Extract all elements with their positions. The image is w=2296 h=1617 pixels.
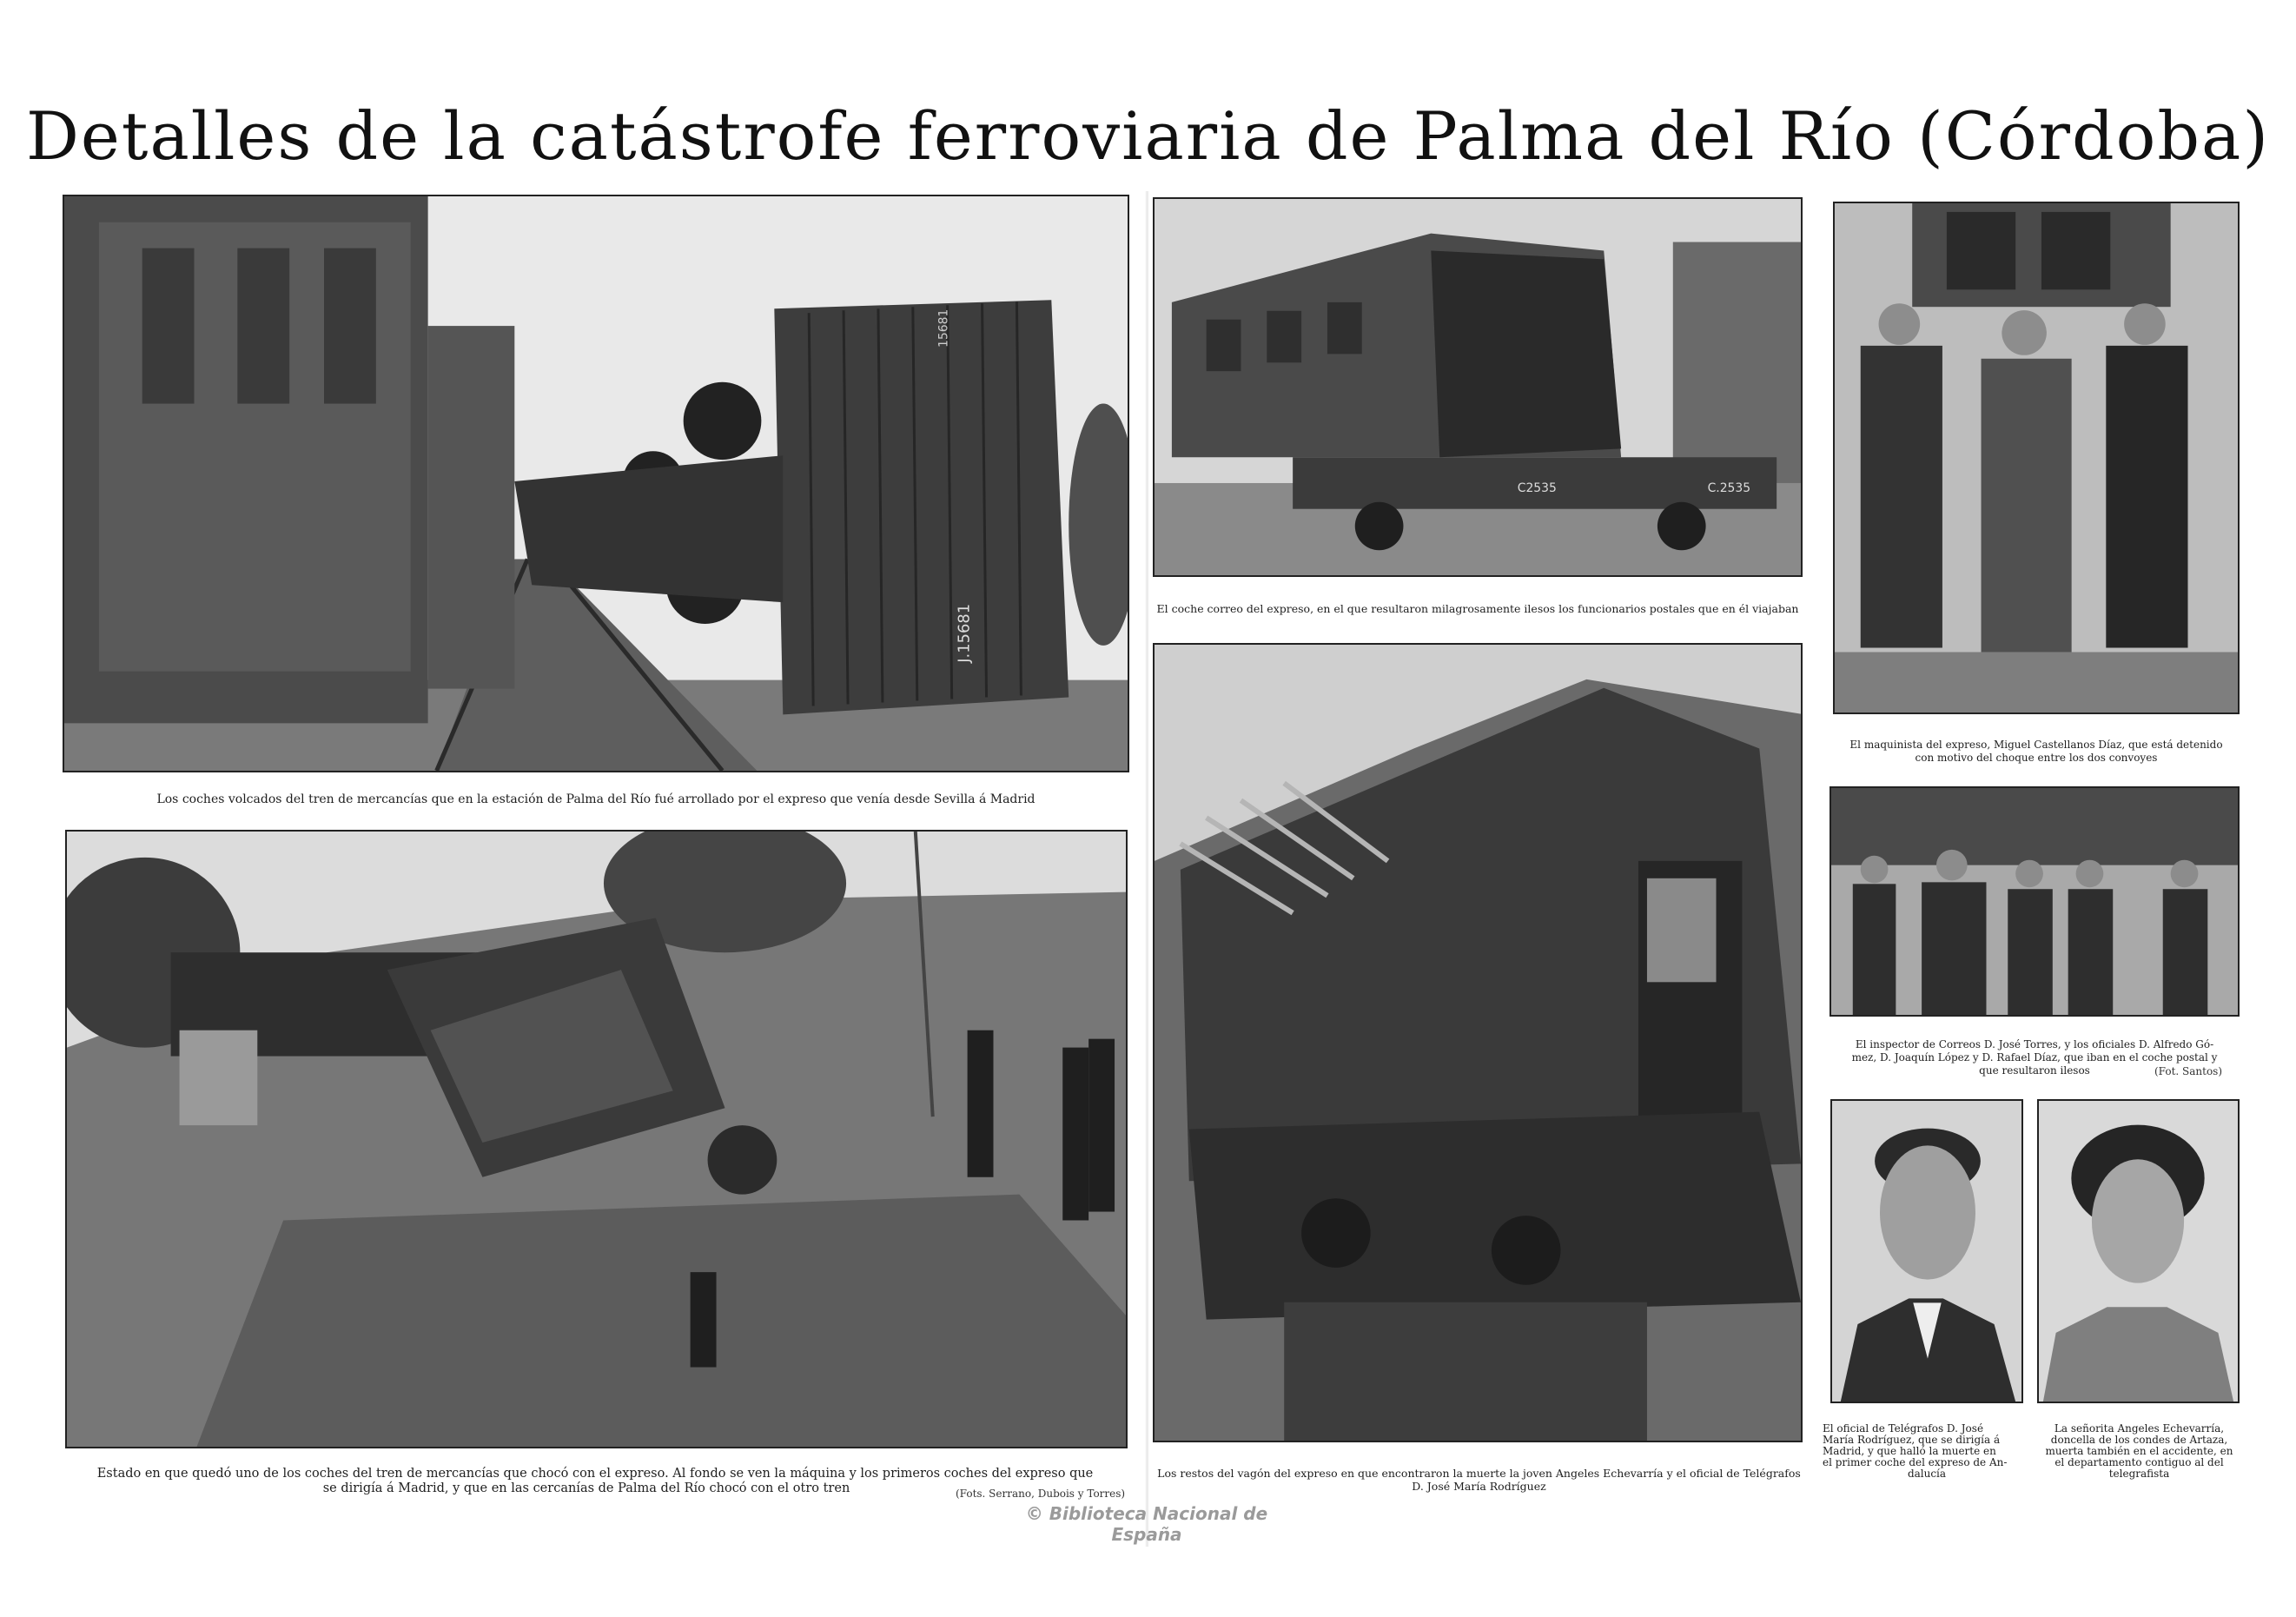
caption-overturned-freight-cars: Los coches volcados del tren de mercancías que en la estación de Palma del Río fué arrollado por el expreso que venía desde Sevilla á Madrid xyxy=(156,792,1036,806)
photo-overturned-freight-cars xyxy=(63,195,1129,772)
caption-destroyed-express-car-line2: D. José María Rodríguez xyxy=(1412,1480,1546,1493)
caption-telegraph-officer-line2: María Rodríguez, que se dirigía á xyxy=(1823,1434,2001,1446)
page-title: Detalles de la catástrofe ferroviaria de Palma del Río (Córdoba) xyxy=(26,97,2270,175)
train-driver-image xyxy=(1835,203,2238,712)
caption-angeles-line3: muerta también en el accidente, en xyxy=(2045,1445,2233,1457)
flatbed-marking-left: C2535 xyxy=(1517,480,1557,495)
caption-postal-officials-line2: mez, D. Joaquín López y D. Rafael Díaz, que iban en el coche postal y xyxy=(1851,1051,2218,1064)
caption-train-driver-line2: con motivo del choque entre los dos convoyes xyxy=(1915,752,2158,764)
caption-telegraph-officer-line4: el primer coche del expreso de An- xyxy=(1823,1456,2008,1468)
wrecked-freight-car-image xyxy=(67,832,1126,1447)
caption-angeles-line4: el departamento contiguo al del xyxy=(2054,1456,2224,1468)
caption-postal-officials-line1: El inspector de Correos D. José Torres, y los oficiales D. Alfredo Gó- xyxy=(1855,1038,2214,1050)
photo-mail-car-on-flatbed xyxy=(1153,197,1803,577)
mail-car-image xyxy=(1155,199,1801,575)
caption-wrecked-freight-car-line1: Estado en que quedó uno de los coches del tren de mercancías que chocó con el expreso. Al fondo se ven la máquina y los primeros coches del expreso que xyxy=(96,1467,1094,1481)
caption-telegraph-officer-line5: dalucía xyxy=(1907,1468,1947,1480)
photo-destroyed-express-car xyxy=(1153,643,1803,1442)
photo-train-driver xyxy=(1833,202,2240,714)
caption-mail-car: El coche correo del expreso, en el que resultaron milagrosamente ilesos los funcionarios postales que en él viajaban xyxy=(1156,602,1799,615)
caption-destroyed-express-car-line1: Los restos del vagón del expreso en que encontraron la muerte la joven Angeles Echevarría y el oficial de Telégrafos xyxy=(1157,1467,1801,1480)
page-spine-divider xyxy=(1145,191,1149,1547)
caption-postal-officials-line3: que resultaron ilesos xyxy=(1979,1064,2090,1077)
overturned-freight-cars-image xyxy=(64,196,1128,771)
photo-telegraph-officer xyxy=(1830,1099,2023,1403)
wagon-marking-top: 15681 xyxy=(936,308,951,348)
postal-officials-image xyxy=(1831,788,2238,1015)
caption-telegraph-officer-line1: El oficial de Telégrafos D. José xyxy=(1823,1422,1984,1435)
bne-watermark: © Biblioteca Nacional de España xyxy=(1025,1503,1268,1545)
photo-postal-officials xyxy=(1830,786,2240,1017)
caption-angeles-line2: doncella de los condes de Artaza, xyxy=(2050,1434,2228,1446)
destroyed-express-car-image xyxy=(1155,645,1801,1441)
caption-telegraph-officer-line3: Madrid, y que halló la muerte en xyxy=(1823,1445,1996,1457)
caption-angeles-line1: La señorita Angeles Echevarría, xyxy=(2054,1422,2225,1435)
photo-wrecked-freight-car xyxy=(65,830,1128,1448)
caption-angeles-line5: telegrafista xyxy=(2108,1468,2170,1480)
credit-wrecked-freight-car: (Fots. Serrano, Dubois y Torres) xyxy=(956,1488,1126,1500)
photo-angeles-echevarria xyxy=(2037,1099,2240,1403)
angeles-echevarria-image xyxy=(2039,1101,2238,1402)
telegraph-officer-image xyxy=(1832,1101,2021,1402)
caption-wrecked-freight-car-line2: se dirigía á Madrid, y que en las cercanías de Palma del Río chocó con el otro tren xyxy=(322,1481,850,1495)
credit-postal-officials: (Fot. Santos) xyxy=(2154,1065,2223,1077)
wagon-marking: J.15681 xyxy=(955,603,974,663)
caption-train-driver-line1: El maquinista del expreso, Miguel Castellanos Díaz, que está detenido xyxy=(1849,739,2223,751)
flatbed-marking-right: C.2535 xyxy=(1707,480,1751,495)
